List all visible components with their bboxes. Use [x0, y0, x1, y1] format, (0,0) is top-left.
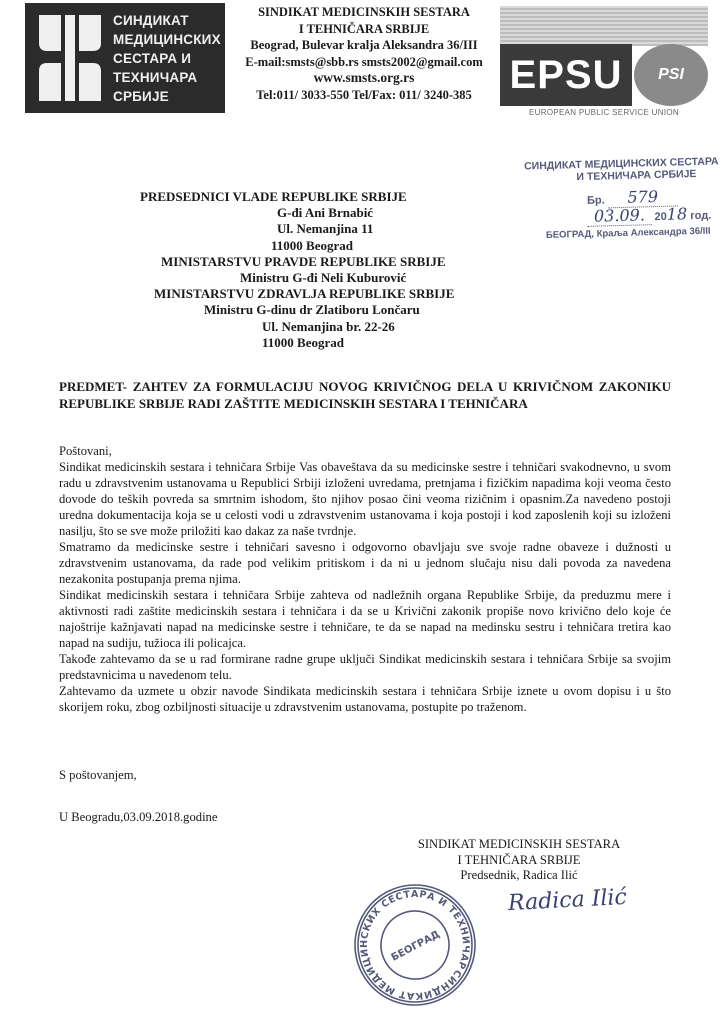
handwritten-signature: Radica Ilić	[507, 884, 628, 917]
body-paragraph: Takođe zahtevamo da se u rad formirane radne grupe uključi Sindikat medicinskih sestara i tehničara Srbije sa svojim predstavnicima u navedenom telu.	[59, 652, 671, 682]
union-logo	[25, 3, 225, 113]
logo-line: СИНДИКАТ	[113, 13, 189, 28]
body-paragraph: Sindikat medicinskih sestara i tehničara Srbije Vas obaveštava da su medicinske sestre i tehničari svakodnevno, u svom radu u zdravstvenim ustanovama u Republici Srbiji izloženi uvredama, pretnjama i fizičkim napadima koji veoma često dovode do teških povreda sa smrtnim ishodom, što njihov posao čini veoma rizičnim i opasnim.Za navedeno postoji uredna dokumentacija koja se u celosti vodi u zdravstvenim ustanovama i koja postoji i kod zaposlenih koji su izloženi nasilju, što se sve može priložiti kao dakaz za naše tvrdnje.	[59, 460, 671, 538]
registry-stamp	[523, 155, 719, 241]
org-name-line1: SINDIKAT MEDICINSKIH SESTARA	[258, 5, 470, 19]
epsu-label: EPSU	[500, 44, 632, 106]
registry-date-value: 03.09.	[593, 205, 646, 226]
logo-line: СЕСТАРА И	[113, 51, 192, 66]
registry-stamp-line1: СИНДИКАТ МЕДИЦИНСКИХ СЕСТАРА	[523, 155, 719, 173]
logo-line: СРБИЈЕ	[113, 89, 169, 104]
logo-text	[113, 11, 221, 106]
org-name-line2: I TEHNIČARA SRBIJE	[298, 21, 430, 36]
addressee-line: Ul. Nemanjina br. 22-26	[262, 318, 395, 334]
signature-block	[403, 837, 635, 884]
epsu-subtitle: EUROPEAN PUBLIC SERVICE UNION	[529, 108, 679, 117]
body-paragraph: Sindikat medicinskih sestara i tehničara Srbije zahteva od nadležnih organa Republike Srbije, da preduzmu mere i aktivnosti radi zaštite medicinskih sestara i tehničara i da se u Krivični zakonik propiše novo krivično delo koje će najoštrije kažnjavati napad na medicinske sestre i tehničare, te da se napad na medinsku sestru i tehničara tretira kao napad na sudiju, tužioca ili policajca.	[59, 588, 671, 650]
closing-salutation: S poštovanjem,	[59, 768, 137, 782]
logo-line: ТЕХНИЧАРА	[113, 70, 198, 85]
epsu-banner	[500, 6, 708, 46]
org-email[interactable]: E-mail:smsts@sbb.rs smsts2002@gmail.com	[245, 54, 483, 69]
seal-center-text: БЕОГРАД	[389, 928, 442, 964]
org-phone: Tel:011/ 3033-550 Tel/Fax: 011/ 3240-385	[256, 87, 472, 102]
addressee-line: Ul. Nemanjina 11	[277, 221, 374, 237]
registry-year-suffix: 18	[666, 204, 688, 224]
registry-number-value: 579	[627, 187, 659, 207]
epsu-logo	[500, 6, 708, 124]
registry-number-label: Бр.	[586, 194, 605, 207]
letter-body	[59, 443, 671, 715]
seal-ring-text: СИНДИКАТ МЕДИЦИНСКИХ СЕСТАРА И ТЕХНИЧАРА	[358, 888, 472, 1002]
body-paragraph: Zahtevamo da uzmete u obzir navode Sindikata medicinskih sestara i tehničara Srbije iznete u ovom dopisu i u što skorijem roku, zbog ozbiljnosti situacije u zdravstvenim ustanovama, postupite po traženom.	[59, 684, 671, 714]
registry-stamp-address: БЕОГРАД, Краља Александра 36/III	[545, 225, 711, 241]
signature-name: Predsednik, Radica Ilić	[460, 868, 578, 882]
addressee-line: MINISTARSTVU PRAVDE REPUBLIKE SRBIJE	[161, 253, 446, 269]
addressee-line: 11000 Beograd	[262, 334, 344, 350]
addressee-line: 11000 Beograd	[271, 237, 353, 253]
signature-org-line2: I TEHNIČARA SRBIJE	[457, 852, 581, 867]
org-address: Beograd, Bulevar kralja Aleksandra 36/III	[250, 38, 478, 52]
addressee-line: Ministru G-đi Neli Kuburović	[240, 270, 407, 286]
signature-org-line1: SINDIKAT MEDICINSKIH SESTARA	[417, 837, 621, 851]
place-date: U Beogradu,03.09.2018.godine	[59, 810, 218, 824]
body-paragraph: Smatramo da medicinske sestre i tehničari savesno i odgovorno obavljaju sve svoje radne obaveze i dužnosti u zdravstvenim ustanovama, da rade pod velikim pritiskom i da ni u jednom slučaju nisu dali povoda za navedena nezakonita postupanja prema njima.	[59, 540, 671, 586]
addressee-line: Ministru G-dinu dr Zlatiboru Lončaru	[204, 302, 420, 318]
registry-date-row	[587, 204, 711, 227]
registry-god-label: год.	[690, 209, 712, 223]
letterhead-info	[228, 4, 500, 103]
addressee-line: G-đi Ani Brnabić	[277, 205, 374, 221]
registry-stamp-line2: И ТЕХНИЧАРА СРБИЈЕ	[576, 167, 697, 184]
psi-label: PSI	[634, 44, 708, 106]
round-seal	[350, 880, 480, 1010]
org-website[interactable]: www.smsts.org.rs	[313, 70, 415, 85]
medical-cross-icon	[31, 9, 109, 107]
addressee-block	[140, 189, 550, 351]
logo-line: МЕДИЦИНСКИХ	[113, 32, 221, 47]
addressee-line: PREDSEDNICI VLADE REPUBLIKE SRBIJE	[140, 189, 407, 204]
letter-subject: PREDMET- ZAHTEV ZA FORMULACIJU NOVOG KRIVIČNOG DELA U KRIVIČNOM ZAKONIKU REPUBLIKE SRBIJE RADI ZAŠTITE MEDICINSKIH SESTARA I TEHNIČARA	[59, 379, 671, 411]
registry-year-prefix: 20	[654, 210, 667, 224]
addressee-line: MINISTARSTVU ZDRAVLJA REPUBLIKE SRBIJE	[154, 286, 455, 302]
greeting: Poštovani,	[59, 444, 112, 458]
